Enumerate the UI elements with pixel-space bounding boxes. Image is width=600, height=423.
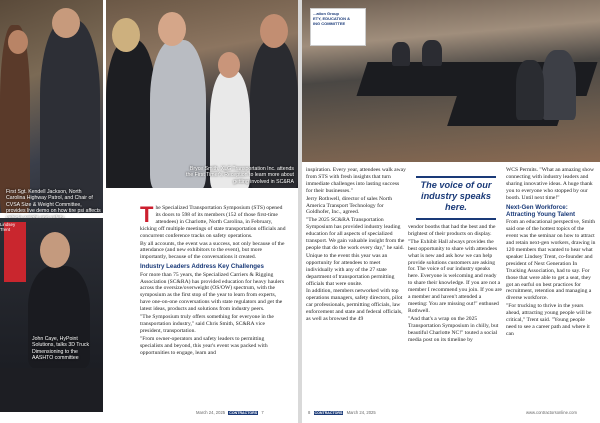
footer-right — [308, 410, 376, 415]
subhead-next-gen: Next-Gen Workforce: Attracting Young Talent — [506, 203, 576, 218]
article-column-4 — [506, 167, 596, 339]
footer-url[interactable]: www.contractorsonline.com — [526, 410, 577, 415]
photo-first-timers — [106, 0, 298, 188]
footer-right-date: March 24, 2025 — [346, 410, 376, 415]
right-page — [302, 0, 600, 423]
article-p3: For more than 75 years, the Specialized Carriers & Rigging Association (SC&RA) has provided education for heavy haulers across the oversize/overweight (OS/OW) spectrum, with the symposium as the first stop of the year to learn from experts, have one-on-one conversations with state regulators and get the latest ideas, products and solutions from industry peers. — [140, 271, 285, 313]
article-c2-p1: inspiration. Every year, attendees walk away from STS with fresh insights that turn immediate challenges into lasting success for their businesses." — [306, 167, 406, 194]
pull-quote: The voice of our industry speaks here. — [416, 176, 496, 220]
article-c2-p4: Unique to the event this year was an opportunity for attendees to meet individually with any of the 27 state department of transportation permitting officials that were onsite. — [306, 252, 395, 287]
footer-right-logo: CONTRACTORS — [314, 411, 343, 415]
footer-left-page: 7 — [261, 410, 264, 415]
article-intro: he Specialized Transportation Symposium (STS) opened its doors to 598 of its members (152 of those first-time attendees) in Charlotte, North Carolina, in February, kicking off multiple meetings of state transportation officials and concurrent conference tracks on safety operations. — [140, 205, 286, 239]
caption-bryce: Bryce Smith, XLG Transportation Inc. attends the First Timer's Reception to learn more about getting involved in SC&RA — [186, 166, 294, 185]
article-p2: By all accounts, the event was a success, not only because of the attendance (and new exhibitors to the event), but more importantly, because of the conversations it created. — [140, 240, 285, 261]
left-page — [0, 0, 298, 423]
footer-left-date: March 24, 2025 — [196, 410, 226, 415]
photo-committee-meeting — [302, 0, 600, 162]
article-c2-p3: "The 2025 SC&RA Transportation Symposium has provided industry leading education for all aspects of specialized transport. We gain valuable insight from the people that do the work every day," he said. — [306, 217, 405, 251]
article-c4-p2: From an educational perspective, Smith said one of the hottest topics of the event was the seminar on how to attract and retain next-gen workers, drawing in 120 members that wanted to hear what speaker Lindsey Trent, co-founder and president of Next Generation In Trucking Association, had to say. For those that were able to get a seat, they got an earful on best practices for recruitment, retention and managing a diverse workforce. — [506, 219, 596, 302]
screen-banner-text: ...ation Group ETY, EDUCATION & ING COMMITTEE — [313, 11, 351, 26]
caption-john: John Caye, HyPoint Solutions, talks 3D Truck Dimensioning to the AASHTO committee — [32, 336, 90, 362]
article-column-1 — [140, 202, 286, 358]
footer-left-logo: CONTRACTORS — [229, 411, 258, 415]
article-c2-p2: Jerry Rothwell, director of sales North America Transport Technology for Goldhofer, Inc., agreed. — [306, 195, 393, 216]
photo-attendees — [0, 0, 103, 213]
caption-lindsey-edge: Lindsey Trent — [0, 222, 16, 232]
article-c3-p3: "And that's a wrap on the 2025 Transportation Symposium in chilly, but beautiful Charlotte NC!" touted a social media post on its timeline by — [408, 315, 499, 343]
article-c2-p5: In addition, members networked with top operations managers, safety directors, pilot car professionals, permitting officials, law enforcement and state and federal officials, as well as browsed the 49 — [306, 288, 403, 323]
subhead-industry-leaders: Industry Leaders Address Key Challenges — [140, 263, 264, 271]
drop-cap: T — [140, 202, 154, 227]
article-c3-p1: vendor booths that had the best and the brightest of their products on display. — [408, 224, 496, 237]
screen-banner — [310, 8, 366, 46]
article-column-2 — [306, 167, 406, 324]
caption-kendell: First Sgt. Kendell Jackson, North Carolina Highway Patrol, and Chair of CVSA Size & Weight Committee, provides live demo on how tire psi affects — [6, 189, 101, 215]
footer-left — [196, 410, 264, 415]
article-c3-p2: "The Exhibit Hall always provides the best opportunity to share with attendees what is new and ask how we can help provide solutions customers are asking for. The voice of our industry speaks here. Everyone is welcoming and ready to share their knowledge. If you are not a member I recommend you join. If you are a member and haven't attended a meeting: You are missing out!" enthused Rothwell. — [408, 238, 502, 314]
article-p5: "From owner-operators and safety leaders to permitting specialists and beyond, this year's event was packed with opportunities to engage, learn and — [140, 335, 268, 356]
article-p4: "The Symposium truly offers something for everyone in the transportation industry," said Chris Smith, SC&RA vice president, transportation. — [140, 314, 274, 334]
article-column-3 — [408, 224, 502, 344]
article-c4-p3: "For trucking to thrive in the years ahead, attracting young people will be critical," Trent said. "Young people need to see a career path and where it can — [506, 303, 592, 337]
article-c4-p1: WCS Permits. "What an amazing show connecting with industry leaders and sharing innovative ideas. A huge thank you to everyone who stopped by our booth. Until next time!" — [506, 167, 595, 201]
footer-right-page: 8 — [308, 410, 311, 415]
